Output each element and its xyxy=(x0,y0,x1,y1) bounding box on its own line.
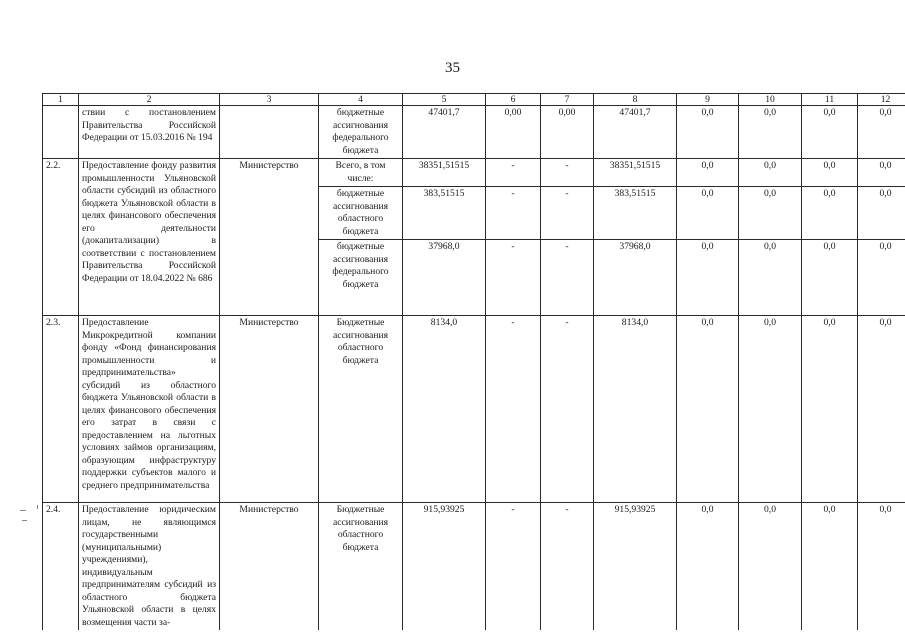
column-number: 9 xyxy=(677,94,739,106)
page-number: 35 xyxy=(445,60,460,76)
funding-source: бюджетные ассигнования федерального бюджета xyxy=(319,240,403,316)
scan-mark xyxy=(22,520,27,521)
table-row xyxy=(43,316,905,503)
column-number: 4 xyxy=(319,94,403,106)
value-cell: - xyxy=(541,187,594,240)
table-row xyxy=(43,159,905,187)
column-number: 11 xyxy=(802,94,858,106)
executor: Министерство xyxy=(220,316,319,503)
value-cell: 0,0 xyxy=(677,316,739,503)
column-number-row xyxy=(43,94,905,106)
column-number: 2 xyxy=(79,94,220,106)
value-cell: 0,0 xyxy=(739,316,802,503)
value-cell: 0,0 xyxy=(802,316,858,503)
column-number: 3 xyxy=(220,94,319,106)
funding-source: Всего, в том числе: xyxy=(319,159,403,187)
value-cell: 0,0 xyxy=(677,503,739,631)
value-cell: - xyxy=(541,316,594,503)
value-cell: 0,0 xyxy=(739,187,802,240)
table-row xyxy=(43,503,905,631)
funding-source: бюджетные ассигнования федерального бюджета xyxy=(319,106,403,159)
executor: Министерство xyxy=(220,159,319,316)
column-number: 8 xyxy=(594,94,677,106)
executor: Министерство xyxy=(220,503,319,631)
value-cell: 0,0 xyxy=(858,316,905,503)
row-number: 2.2. xyxy=(43,159,79,316)
value-cell: 0,0 xyxy=(739,503,802,631)
column-number: 6 xyxy=(486,94,541,106)
value-cell: 0,0 xyxy=(802,187,858,240)
value-cell: 0,0 xyxy=(858,106,905,159)
value-cell: 0,0 xyxy=(858,187,905,240)
value-cell: 0,0 xyxy=(739,159,802,187)
value-cell: - xyxy=(541,159,594,187)
scan-mark xyxy=(20,510,26,511)
funding-source: Бюджетные ассигнования областного бюджета xyxy=(319,316,403,503)
funding-source: Бюджетные ассигнования областного бюджета xyxy=(319,503,403,631)
value-cell: 0,0 xyxy=(858,503,905,631)
value-cell: 0,0 xyxy=(802,159,858,187)
value-cell: 0,0 xyxy=(677,187,739,240)
scan-mark xyxy=(37,505,38,509)
value-cell: 38351,51515 xyxy=(594,159,677,187)
row-number: 2.4. xyxy=(43,503,79,631)
value-cell: 0,0 xyxy=(677,159,739,187)
value-cell: 0,0 xyxy=(739,240,802,316)
value-cell: 0,0 xyxy=(677,106,739,159)
measure-name: Предоставление юридическим лицам, не являющимся государственными (муниципальными) учреждениями), индивидуальным предпринимателям субсидий из областного бюджета Ульяновской области в целях возмещения части за- xyxy=(79,503,220,631)
value-cell: 915,93925 xyxy=(403,503,486,631)
column-number: 12 xyxy=(858,94,905,106)
executor xyxy=(220,106,319,159)
budget-table xyxy=(42,93,905,630)
row-number: 2.3. xyxy=(43,316,79,503)
funding-source: бюджетные ассигнования областного бюджета xyxy=(319,187,403,240)
value-cell: - xyxy=(486,240,541,316)
value-cell: - xyxy=(541,240,594,316)
column-number: 7 xyxy=(541,94,594,106)
column-number: 10 xyxy=(739,94,802,106)
measure-name: Предоставление Микрокредитной компании фонду «Фонд финансирования промышленности и предпринимательства» субсидий из областного бюджета Ульяновской области в целях финансового обеспечения его затрат в связи с предоставлением на льготных условиях займов организациям, образующим инфраструктуру поддержки субъектов малого и среднего предпринимательства xyxy=(79,316,220,503)
value-cell: - xyxy=(486,316,541,503)
value-cell: 0,0 xyxy=(739,106,802,159)
value-cell: 0,0 xyxy=(858,240,905,316)
value-cell: 8134,0 xyxy=(403,316,486,503)
value-cell: 0,00 xyxy=(541,106,594,159)
measure-name: ствии с постановлением Правительства Российской Федерации от 15.03.2016 № 194 xyxy=(79,106,220,159)
value-cell: - xyxy=(486,503,541,631)
value-cell: 0,0 xyxy=(677,240,739,316)
value-cell: 0,0 xyxy=(802,106,858,159)
value-cell: 38351,51515 xyxy=(403,159,486,187)
value-cell: - xyxy=(541,503,594,631)
column-number: 1 xyxy=(43,94,79,106)
value-cell: - xyxy=(486,187,541,240)
value-cell: 0,0 xyxy=(858,159,905,187)
value-cell: 37968,0 xyxy=(594,240,677,316)
column-number: 5 xyxy=(403,94,486,106)
value-cell: 0,0 xyxy=(802,240,858,316)
value-cell: 0,00 xyxy=(486,106,541,159)
value-cell: 37968,0 xyxy=(403,240,486,316)
value-cell: 8134,0 xyxy=(594,316,677,503)
value-cell: 47401,7 xyxy=(403,106,486,159)
measure-name: Предоставление фонду развития промышленности Ульяновской области субсидий из областного бюджета Ульяновской области в целях финансового обеспечения его деятельности (докапитализации) в соответствии с постановлением Правительства Российской Федерации от 18.04.2022 № 686 xyxy=(79,159,220,316)
value-cell: - xyxy=(486,159,541,187)
table-row xyxy=(43,106,905,159)
row-number xyxy=(43,106,79,159)
value-cell: 915,93925 xyxy=(594,503,677,631)
value-cell: 0,0 xyxy=(802,503,858,631)
value-cell: 47401,7 xyxy=(594,106,677,159)
value-cell: 383,51515 xyxy=(594,187,677,240)
value-cell: 383,51515 xyxy=(403,187,486,240)
